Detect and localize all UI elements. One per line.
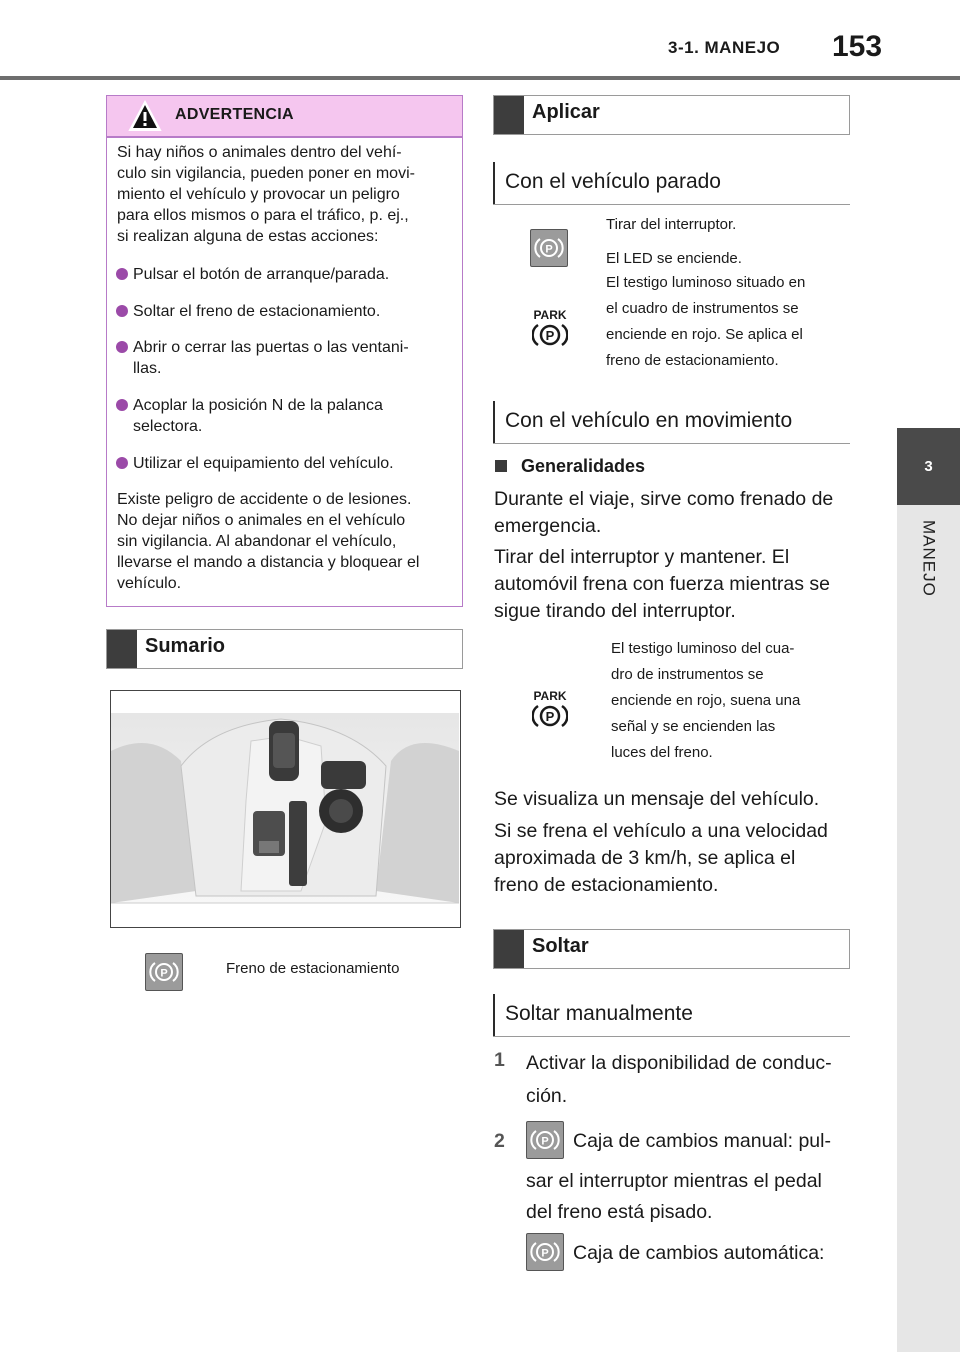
- paragraph: Si se frena el vehículo a una velocidad aproximada de 3 km/h, se aplica el freno de estacionamiento.: [494, 820, 828, 896]
- warning-bullet: Soltar el freno de estacionamiento.: [133, 303, 381, 320]
- parking-brake-button-icon: [145, 953, 183, 991]
- section-bar: [494, 96, 524, 134]
- subsection-bar: [493, 994, 495, 1036]
- warning-triangle-icon: [128, 100, 162, 132]
- warning-divider: [107, 136, 462, 138]
- step-number: 1: [494, 1049, 505, 1071]
- section-bar: [107, 630, 137, 668]
- parking-brake-button-icon: [526, 1121, 564, 1159]
- subsection-bar: [493, 401, 495, 443]
- svg-text:P: P: [541, 1247, 549, 1260]
- warning-title: ADVERTENCIA: [175, 106, 294, 123]
- apply-indicator: El testigo luminoso situado en el cuadro de instrumentos se enciende en rojo. Se aplica el freno de estacionamiento.: [606, 274, 806, 369]
- step-text: Activar la disponibilidad de conduc- ción.: [526, 1052, 832, 1107]
- park-indicator-icon: [532, 306, 568, 353]
- svg-text:P: P: [545, 243, 553, 256]
- chapter-tab-number: 3: [897, 428, 960, 505]
- section-bar: [494, 930, 524, 968]
- warning-bullet: Pulsar el botón de arranque/parada.: [133, 266, 390, 283]
- step-text: sar el interruptor mientras el pedal del freno está pisado.: [526, 1170, 822, 1223]
- paragraph: Se visualiza un mensaje del vehículo.: [494, 788, 820, 810]
- warning-bullet: Acoplar la posición N de la palanca selectora.: [133, 397, 383, 435]
- bullet-icon: [116, 341, 128, 353]
- paragraph: Tirar del interruptor y mantener. El automóvil frena con fuerza mientras se sigue tirando del interruptor.: [494, 546, 830, 622]
- chapter-tab-strip: [897, 505, 960, 1352]
- sumario-caption: Freno de estacionamiento: [226, 960, 400, 977]
- page-number: 153: [832, 30, 883, 63]
- subsection-bar: [493, 162, 495, 204]
- square-bullet-icon: [495, 460, 507, 472]
- bullet-icon: [116, 457, 128, 469]
- warning-bullet: Utilizar el equipamiento del vehículo.: [133, 455, 394, 472]
- subsection-divider: [493, 1036, 850, 1037]
- warning-bullet: Abrir o cerrar las puertas o las ventani- llas.: [133, 339, 409, 377]
- park-indicator-icon: [532, 687, 568, 734]
- chapter-title: 3-1. MANEJO: [668, 38, 781, 57]
- svg-text:PARK: PARK: [533, 308, 567, 322]
- svg-text:P: P: [545, 709, 555, 724]
- bullet-icon: [116, 399, 128, 411]
- warning-outro: Existe peligro de accidente o de lesiones. No dejar niños o animales en el vehículo sin vigilancia. Al abandonar el vehículo, llevarse el mando a distancia y bloquear el vehículo.: [117, 491, 420, 592]
- header-divider: [0, 76, 960, 80]
- svg-text:P: P: [160, 967, 168, 980]
- bullet-icon: [116, 268, 128, 280]
- section-title: Sumario: [145, 635, 226, 657]
- bullet-icon: [116, 305, 128, 317]
- paragraph: Durante el viaje, sirve como frenado de emergencia.: [494, 488, 834, 537]
- console-illustration: [110, 690, 461, 928]
- section-title: Soltar: [532, 935, 589, 957]
- section-title: Aplicar: [532, 101, 600, 123]
- moving-indicator-text: El testigo luminoso del cua- dro de instrumentos se enciende en rojo, suena una señal y se encienden las luces del freno.: [611, 640, 801, 761]
- step-text: Caja de cambios automática:: [573, 1242, 825, 1264]
- subsection-divider: [493, 204, 850, 205]
- step-text: Caja de cambios manual: pul-: [573, 1130, 831, 1152]
- generalidades-heading: Generalidades: [521, 456, 646, 476]
- subsection-title: Soltar manualmente: [505, 1002, 693, 1025]
- subsection-title: Con el vehículo en movimiento: [505, 409, 793, 432]
- svg-text:PARK: PARK: [533, 689, 567, 703]
- svg-text:P: P: [545, 328, 555, 343]
- parking-brake-button-icon: [526, 1233, 564, 1271]
- chapter-tab-label: MANEJO: [919, 520, 939, 597]
- subsection-divider: [493, 443, 850, 444]
- step-number: 2: [494, 1130, 505, 1152]
- subsection-title: Con el vehículo parado: [505, 170, 721, 193]
- parking-brake-button-icon: [530, 229, 568, 267]
- apply-step: Tirar del interruptor.: [606, 216, 737, 233]
- warning-intro: Si hay niños o animales dentro del vehí- culo sin vigilancia, pueden poner en movi- miento el vehículo y provocar un peligro para ellos mismos o para el tráfico, p. ej., si realizan alguna de estas acciones:: [117, 144, 415, 245]
- svg-text:P: P: [541, 1135, 549, 1148]
- apply-led: El LED se enciende.: [606, 250, 742, 267]
